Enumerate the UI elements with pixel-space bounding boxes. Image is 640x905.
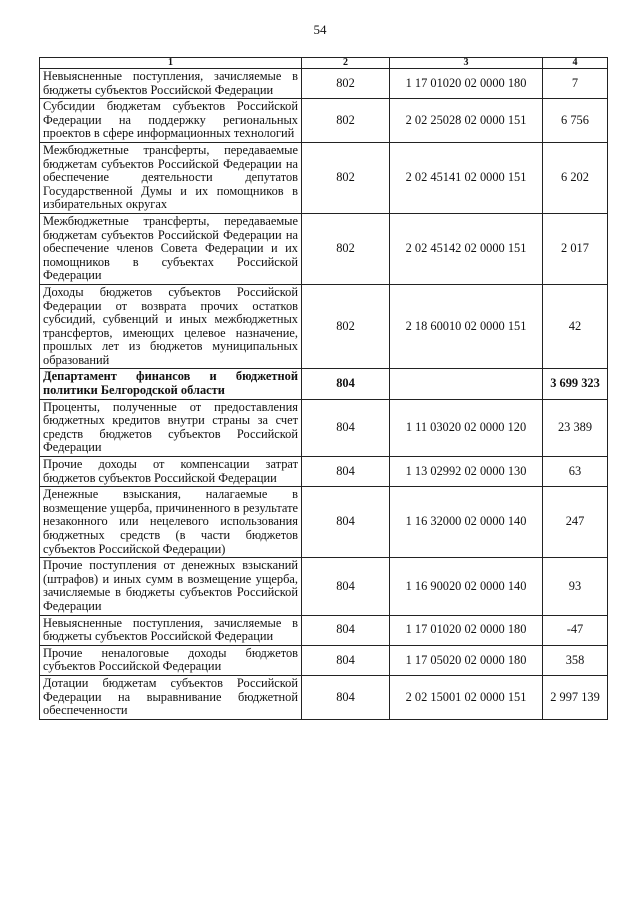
table-row bbox=[40, 558, 608, 615]
amount-cell: 6 202 bbox=[543, 142, 608, 213]
row-name-cell: Межбюджетные трансферты, передаваемые бюджетам субъектов Российской Федерации на обеспечение членов Совета Федерации и их помощников в субъектах Российской Федерации bbox=[40, 213, 302, 284]
revenue-code-cell: 2 02 15001 02 0000 151 bbox=[390, 675, 543, 719]
admin-code-cell: 804 bbox=[302, 675, 390, 719]
revenue-code-cell: 1 16 90020 02 0000 140 bbox=[390, 558, 543, 615]
admin-code-cell: 804 bbox=[302, 399, 390, 456]
amount-cell: 2 997 139 bbox=[543, 675, 608, 719]
revenue-code-cell: 2 02 45141 02 0000 151 bbox=[390, 142, 543, 213]
row-name-cell: Департамент финансов и бюджетной политики Белгородской области bbox=[40, 369, 302, 399]
admin-code-cell: 804 bbox=[302, 615, 390, 645]
revenue-code-cell: 1 17 05020 02 0000 180 bbox=[390, 645, 543, 675]
table-row bbox=[40, 142, 608, 213]
admin-code-cell: 802 bbox=[302, 213, 390, 284]
amount-cell: 93 bbox=[543, 558, 608, 615]
revenue-code-cell: 1 16 32000 02 0000 140 bbox=[390, 487, 543, 558]
row-name-cell: Невыясненные поступления, зачисляемые в бюджеты субъектов Российской Федерации bbox=[40, 69, 302, 99]
amount-cell: 358 bbox=[543, 645, 608, 675]
table-row bbox=[40, 487, 608, 558]
table-row bbox=[40, 399, 608, 456]
amount-cell: 6 756 bbox=[543, 99, 608, 143]
column-header: 2 bbox=[302, 58, 390, 69]
table-row bbox=[40, 675, 608, 719]
row-name-cell: Прочие неналоговые доходы бюджетов субъектов Российской Федерации bbox=[40, 645, 302, 675]
admin-code-cell: 802 bbox=[302, 284, 390, 369]
admin-code-cell: 802 bbox=[302, 99, 390, 143]
department-row bbox=[40, 369, 608, 399]
row-name-cell: Дотации бюджетам субъектов Российской Федерации на выравнивание бюджетной обеспеченности bbox=[40, 675, 302, 719]
revenue-code-cell: 1 11 03020 02 0000 120 bbox=[390, 399, 543, 456]
page-number: 54 bbox=[313, 22, 327, 37]
table-row bbox=[40, 457, 608, 487]
admin-code-cell: 802 bbox=[302, 69, 390, 99]
row-name-cell: Невыясненные поступления, зачисляемые в бюджеты субъектов Российской Федерации bbox=[40, 615, 302, 645]
table-header-row bbox=[40, 58, 608, 69]
revenue-code-cell: 1 17 01020 02 0000 180 bbox=[390, 615, 543, 645]
table-row bbox=[40, 99, 608, 143]
row-name-cell: Субсидии бюджетам субъектов Российской Федерации на поддержку региональных проектов в сфере информационных технологий bbox=[40, 99, 302, 143]
revenue-code-cell: 1 13 02992 02 0000 130 bbox=[390, 457, 543, 487]
row-name-cell: Проценты, полученные от предоставления бюджетных кредитов внутри страны за счет средств бюджетов субъектов Российской Федерации bbox=[40, 399, 302, 456]
table-row bbox=[40, 69, 608, 99]
column-header: 4 bbox=[543, 58, 608, 69]
table-row bbox=[40, 213, 608, 284]
column-header: 3 bbox=[390, 58, 543, 69]
amount-cell: 7 bbox=[543, 69, 608, 99]
admin-code-cell: 804 bbox=[302, 558, 390, 615]
table-row bbox=[40, 615, 608, 645]
revenue-code-cell: 2 02 45142 02 0000 151 bbox=[390, 213, 543, 284]
admin-code-cell: 804 bbox=[302, 457, 390, 487]
column-header: 1 bbox=[40, 58, 302, 69]
row-name-cell: Прочие доходы от компенсации затрат бюджетов субъектов Российской Федерации bbox=[40, 457, 302, 487]
row-name-cell: Доходы бюджетов субъектов Российской Федерации от возврата прочих остатков субсидий, субвенций и иных межбюджетных трансфертов, имеющих целевое назначение, прошлых лет из бюджетов муниципальных образований bbox=[40, 284, 302, 369]
admin-code-cell: 804 bbox=[302, 645, 390, 675]
table-row bbox=[40, 645, 608, 675]
revenue-code-cell bbox=[390, 369, 543, 399]
amount-cell: 42 bbox=[543, 284, 608, 369]
amount-cell: 3 699 323 bbox=[543, 369, 608, 399]
admin-code-cell: 804 bbox=[302, 369, 390, 399]
revenue-table bbox=[39, 57, 608, 720]
admin-code-cell: 804 bbox=[302, 487, 390, 558]
row-name-cell: Денежные взыскания, налагаемые в возмещение ущерба, причиненного в результате незаконного или нецелевого использования бюджетных средств (в части бюджетов субъектов Российской Федерации) bbox=[40, 487, 302, 558]
table-row bbox=[40, 284, 608, 369]
revenue-code-cell: 2 02 25028 02 0000 151 bbox=[390, 99, 543, 143]
revenue-code-cell: 1 17 01020 02 0000 180 bbox=[390, 69, 543, 99]
amount-cell: 2 017 bbox=[543, 213, 608, 284]
row-name-cell: Межбюджетные трансферты, передаваемые бюджетам субъектов Российской Федерации на обеспечение деятельности депутатов Государственной Думы и их помощников в избирательных округах bbox=[40, 142, 302, 213]
amount-cell: 23 389 bbox=[543, 399, 608, 456]
revenue-code-cell: 2 18 60010 02 0000 151 bbox=[390, 284, 543, 369]
amount-cell: 247 bbox=[543, 487, 608, 558]
row-name-cell: Прочие поступления от денежных взысканий (штрафов) и иных сумм в возмещение ущерба, зачисляемые в бюджеты субъектов Российской Федерации bbox=[40, 558, 302, 615]
admin-code-cell: 802 bbox=[302, 142, 390, 213]
amount-cell: -47 bbox=[543, 615, 608, 645]
amount-cell: 63 bbox=[543, 457, 608, 487]
